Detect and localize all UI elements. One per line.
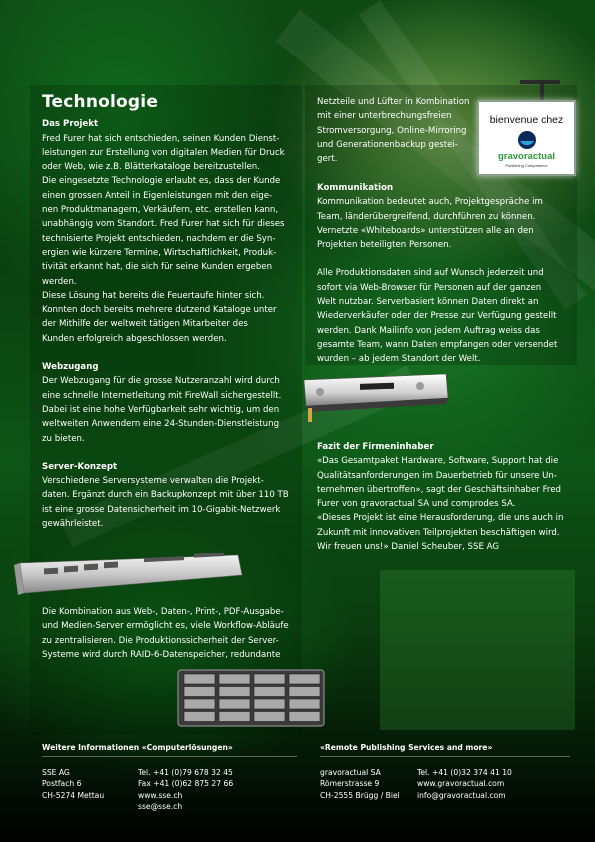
footer-contact-right	[417, 767, 512, 801]
text-line: zu bieten.	[42, 433, 85, 444]
text-line: Qualitätsanforderungen im Dauerbetrieb für unsere Un-	[317, 470, 557, 481]
whiteboard-brand: gravoractual	[497, 151, 556, 162]
drive-bay	[254, 674, 285, 684]
footer-address-line: Römerstrasse 9	[320, 779, 380, 789]
section-heading-projekt: Das Projekt	[42, 119, 99, 130]
text-line: sofort via Web-Browser für Personen auf der ganzen	[317, 282, 542, 293]
whiteboard-stand	[520, 80, 560, 84]
text-line: Projekten beteiligten Personen.	[317, 240, 452, 251]
text-line: Diese Lösung hat bereits die Feuertaufe hinter sich.	[42, 290, 265, 301]
drive-bay	[289, 699, 320, 709]
text-line: zu zentralisieren. Die Produktionssicherheit der Server-	[42, 635, 279, 646]
decorative-block	[380, 570, 575, 730]
gravoractual-logo-icon	[517, 130, 537, 150]
footer-contact-left	[138, 767, 233, 813]
text-line: gert.	[317, 154, 338, 165]
text-line: eine schnelle Internetleitung mit FireWall sichergestellt.	[42, 390, 282, 401]
text-line: der Mithilfe der weltweit tätigen Mitarbeiter des	[42, 319, 248, 330]
text-line: und Medien-Server ermöglicht es, viele Workflow-Abläufe	[42, 621, 289, 632]
drive-bay	[254, 712, 285, 722]
projekt-body	[42, 132, 300, 346]
storage-array-image	[176, 668, 326, 728]
text-line: ternehmen übertroffen», sagt der Geschäftsinhaber Fred	[317, 484, 561, 495]
section-heading-kommunikation: Kommunikation	[317, 183, 394, 193]
intro-body	[317, 95, 475, 166]
drive-bay	[254, 687, 285, 697]
drive-bay	[184, 699, 215, 709]
drive-bay	[184, 712, 215, 722]
text-line: Verschiedene Serversysteme verwalten die Projekt-	[42, 476, 264, 487]
text-line: Alle Produktionsdaten sind auf Wunsch jederzeit und	[317, 268, 544, 279]
text-line: Die eingesetzte Technologie erlaubt es, dass der Kunde	[42, 176, 281, 187]
footer-address-line: CH-2555 Brügg / Biel	[320, 790, 400, 800]
footer-phone: Tel. +41 (0)32 374 41 10	[417, 768, 512, 777]
text-line: gesamte Team, wann Daten empfangen oder versendet	[317, 339, 558, 350]
footer-address-left	[42, 767, 104, 801]
text-line: Vernetzte «Whiteboards» unterstützen alle an den	[317, 225, 534, 236]
drive-bay	[219, 674, 250, 684]
right-column-fazit	[317, 440, 575, 554]
left-column-bottom	[42, 605, 300, 662]
footer-address-line: gravoractual SA	[320, 768, 381, 777]
text-line: ergien wie kürzere Termine, Wirtschaftlichkeit, Produk-	[42, 247, 277, 258]
text-line: Der Webzugang für die grosse Nutzeranzahl wird durch	[42, 376, 280, 387]
text-line: Stromversorgung, Online-Mirroring	[317, 125, 467, 136]
whiteboard-tagline: Publishing Competence	[505, 163, 548, 168]
text-line: Wiederverkäufer oder der Presse zur Verfügung gestellt	[317, 311, 557, 322]
text-line: einen grossen Anteil in Eigenleistungen mit den eige-	[42, 190, 273, 201]
footer-divider-left	[42, 756, 297, 757]
text-line: werden. Dank Mailinfo von jedem Auftrag weiss das	[317, 325, 540, 336]
text-line: Fred Furer hat sich entschieden, seinen Kunden Dienst-	[42, 133, 280, 144]
footer-address-line: Postfach 6	[42, 779, 82, 789]
section-heading-server: Server-Konzept	[42, 461, 118, 472]
right-column-top	[317, 95, 475, 166]
drive-bay	[289, 674, 320, 684]
text-line: gewährleistet.	[42, 519, 104, 530]
page-title: Technologie	[42, 92, 159, 112]
footer-fax: Fax +41 (0)62 875 27 66	[138, 779, 234, 789]
text-line: Dabei ist eine hohe Verfügbarkeit sehr wichtig, um den	[42, 404, 280, 415]
drive-bay	[219, 699, 250, 709]
footer-website-link[interactable]: www.gravoractual.com	[417, 779, 505, 789]
whiteboard-greeting: bienvenue chez	[489, 114, 564, 126]
drive-bay	[184, 687, 215, 697]
text-line: daten. Ergänzt durch ein Backupkonzept mit über 110 TB	[42, 490, 289, 501]
section-heading-webzugang: Webzugang	[42, 362, 99, 373]
text-line: tivität erkannt hat, die sich für seine Kunden ergeben	[42, 262, 273, 273]
text-line: werden.	[42, 276, 77, 287]
text-line: nen Produktmanagern, Verkäufern, etc. erstellen kann,	[42, 205, 279, 216]
rack-server-image	[14, 553, 244, 597]
text-line: oder Web, wie z.B. Blätterkataloge bereitzustellen.	[42, 162, 260, 173]
kombination-body	[42, 605, 300, 662]
text-line: Team, länderübergreifend, durchführen zu können.	[317, 211, 536, 222]
drive-bay	[184, 674, 215, 684]
drive-bay	[219, 712, 250, 722]
footer-address-right	[320, 767, 400, 801]
text-line: Wir freuen uns!» Daniel Scheuber, SSE AG	[317, 542, 500, 553]
text-line: technisierte Projekt entschieden, nachdem er die Syn-	[42, 233, 276, 244]
text-line: Die Kombination aus Web-, Daten-, Print-, PDF-Ausgabe-	[42, 607, 284, 617]
footer-address-line: CH-5274 Mettau	[42, 790, 105, 800]
footer-phone: Tel. +41 (0)79 678 32 45	[138, 768, 233, 777]
drive-bay	[289, 687, 320, 697]
text-line: ist eine grosse Datensicherheit im 10-Gigabit-Netzwerk	[42, 504, 281, 515]
text-line: und Generationenbackup gestei-	[317, 139, 458, 150]
footer-heading-left: Weitere Informationen «Computerlösungen»	[42, 743, 233, 752]
text-line: wurden – ab jedem Standort der Welt.	[317, 354, 481, 365]
text-line: Systeme wird durch RAID-6-Datenspeicher, redundante	[42, 649, 281, 660]
text-line: Zukunft mit innovativen Teilprojekten beschäftigen wird.	[317, 527, 560, 538]
produktionsdaten-body	[317, 266, 575, 366]
footer-website-link[interactable]: www.sse.ch	[138, 790, 183, 800]
text-line: «Das Gesamtpaket Hardware, Software, Support hat die	[317, 456, 559, 467]
footer-email-link[interactable]: info@gravoractual.com	[417, 790, 506, 800]
text-line: Kommunikation bedeutet auch, Projektgespräche im	[317, 197, 543, 208]
text-line: Furer von gravoractual SA und comprodes SA.	[317, 499, 516, 510]
text-line: Kunden erfolgreich abgeschlossen werden.	[42, 333, 227, 344]
text-line: «Dieses Projekt ist eine Herausforderung, die uns auch in	[317, 513, 564, 524]
fazit-body	[317, 454, 575, 554]
drive-bay	[289, 712, 320, 722]
kommunikation-body	[317, 195, 575, 252]
text-line: Netzteile und Lüfter in Kombination	[317, 97, 470, 107]
text-line: unabhängig vom Standort. Fred Furer hat sich für dieses	[42, 219, 285, 230]
footer-email-link[interactable]: sse@sse.ch	[138, 802, 183, 812]
footer-address-line: SSE AG	[42, 768, 70, 777]
drive-bay	[219, 687, 250, 697]
text-line: leistungen zur Erstellung von digitalen Medien für Druck	[42, 147, 285, 158]
footer-heading-right: «Remote Publishing Services and more»	[320, 743, 493, 752]
server-body	[42, 474, 300, 531]
whiteboard-sign	[477, 100, 576, 176]
right-column	[317, 181, 575, 367]
footer-divider-right	[320, 756, 570, 757]
text-line: Welt nutzbar. Serverbasiert können Daten direkt an	[317, 297, 539, 308]
drive-bay	[254, 699, 285, 709]
left-column	[42, 92, 300, 531]
webzugang-body	[42, 374, 300, 445]
appliance-image	[300, 372, 450, 424]
text-line: Konnten doch bereits mehrere dutzend Kataloge unter	[42, 305, 277, 316]
section-heading-fazit: Fazit der Firmeninhaber	[317, 442, 434, 452]
text-line: weltweiten Anwendern eine 24-Stunden-Dienstleistung	[42, 419, 280, 430]
text-line: mit einer unterbrechungsfreien	[317, 111, 452, 122]
